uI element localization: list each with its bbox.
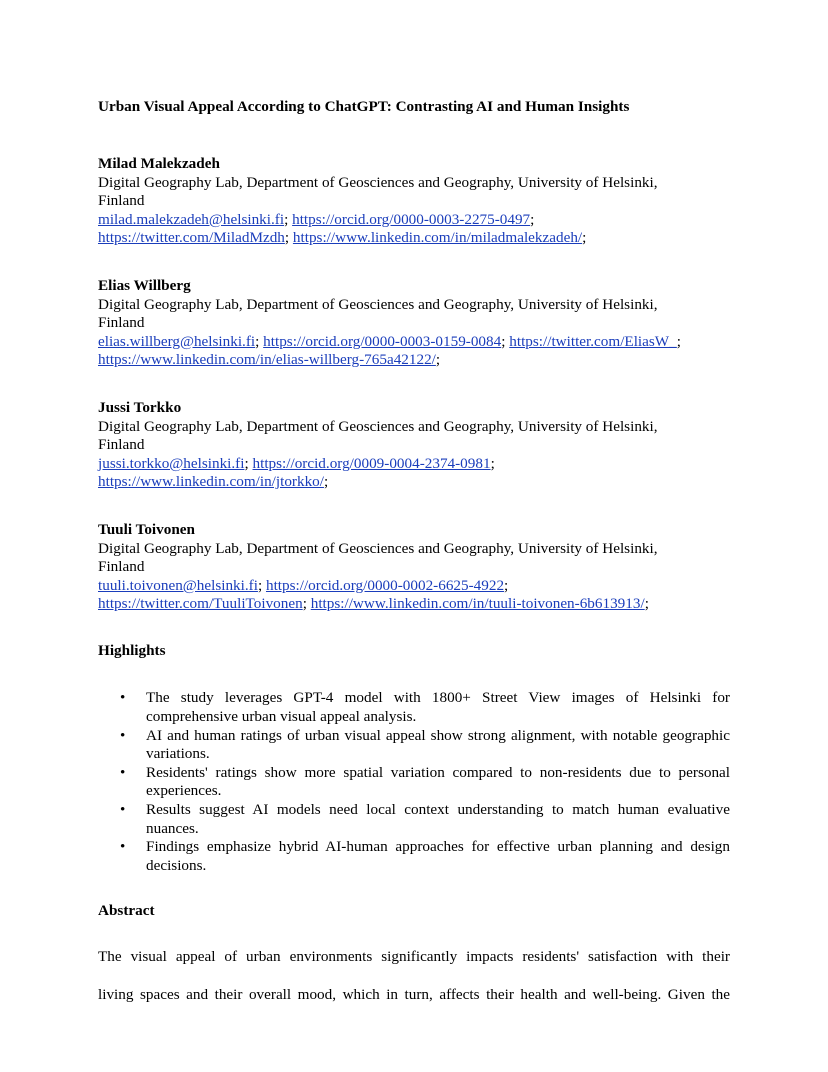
highlights-list xyxy=(98,689,730,875)
author-block xyxy=(98,277,730,370)
bullet-icon: • xyxy=(120,689,126,707)
author-name: Elias Willberg xyxy=(98,276,191,294)
author-name: Tuuli Toivonen xyxy=(98,520,195,538)
author-name: Milad Malekzadeh xyxy=(98,155,220,172)
author-links-line: https://www.linkedin.com/in/elias-willberg-765a42122/; xyxy=(98,351,441,369)
paper-page xyxy=(98,98,730,1013)
author-block xyxy=(98,399,730,492)
author-affiliation: Digital Geography Lab, Department of Geosciences and Geography, University of Helsinki, xyxy=(98,173,658,191)
email-link[interactable]: tuuli.toivonen@helsinki.fi xyxy=(98,576,258,594)
linkedin-link[interactable]: https://www.linkedin.com/in/tuuli-toivonen-6b613913/ xyxy=(310,595,645,613)
linkedin-link[interactable]: https://www.linkedin.com/in/jtorkko/ xyxy=(98,473,324,491)
author-country: Finland xyxy=(98,436,145,454)
email-link[interactable]: milad.malekzadeh@helsinki.fi xyxy=(98,210,285,228)
email-link[interactable]: jussi.torkko@helsinki.fi xyxy=(98,454,245,472)
author-links-line: https://twitter.com/TuuliToivonen; https://www.linkedin.com/in/tuuli-toivonen-6b613913/; xyxy=(98,595,649,613)
author-affiliation: Digital Geography Lab, Department of Geosciences and Geography, University of Helsinki, xyxy=(98,417,658,435)
list-item: • Residents' ratings show more spatial variation compared to non-residents due to personal experiences. xyxy=(120,763,730,800)
list-item: • The study leverages GPT-4 model with 1800+ Street View images of Helsinki for comprehensive urban visual appeal analysis. xyxy=(120,689,730,726)
orcid-link[interactable]: https://orcid.org/0000-0002-6625-4922 xyxy=(265,576,505,594)
author-country: Finland xyxy=(98,558,145,576)
list-item: • Results suggest AI models need local context understanding to match human evaluative nuances. xyxy=(120,801,730,837)
orcid-link[interactable]: https://orcid.org/0000-0003-0159-0084 xyxy=(263,332,502,350)
orcid-link[interactable]: https://orcid.org/0009-0004-2374-0981 xyxy=(252,454,491,472)
author-links-line: milad.malekzadeh@helsinki.fi; https://orcid.org/0000-0003-2275-0497; xyxy=(98,210,535,228)
twitter-link[interactable]: https://twitter.com/EliasW_ xyxy=(509,332,677,350)
author-affiliation: Digital Geography Lab, Department of Geosciences and Geography, University of Helsinki, xyxy=(98,539,658,557)
abstract-body xyxy=(98,938,730,1013)
email-link[interactable]: elias.willberg@helsinki.fi xyxy=(98,332,256,350)
author-links-line: tuuli.toivonen@helsinki.fi; https://orcid.org/0000-0002-6625-4922; xyxy=(98,576,509,594)
author-block xyxy=(98,155,730,248)
author-country: Finland xyxy=(98,314,145,332)
bullet-icon: • xyxy=(120,763,126,781)
abstract-line: The visual appeal of urban environments significantly impacts residents' satisfaction with their xyxy=(98,948,730,965)
author-name: Jussi Torkko xyxy=(98,398,182,416)
author-links-line: https://twitter.com/MiladMzdh; https://www.linkedin.com/in/miladmalekzadeh/; xyxy=(98,229,587,247)
abstract-heading: Abstract xyxy=(98,902,155,920)
author-block xyxy=(98,521,730,614)
bullet-icon: • xyxy=(120,838,126,856)
orcid-link[interactable]: https://orcid.org/0000-0003-2275-0497 xyxy=(292,210,531,228)
abstract-line: living spaces and their overall mood, which in turn, affects their health and well-being. Given the xyxy=(98,985,730,1003)
bullet-icon: • xyxy=(120,726,126,744)
author-links-line: elias.willberg@helsinki.fi; https://orcid.org/0000-0003-0159-0084; https://twitter.com/EliasW_; xyxy=(98,332,681,350)
author-links-line: https://www.linkedin.com/in/jtorkko/; xyxy=(98,473,329,491)
highlights-heading: Highlights xyxy=(98,641,166,659)
bullet-icon: • xyxy=(120,801,126,819)
twitter-link[interactable]: https://twitter.com/TuuliToivonen xyxy=(98,595,303,613)
author-links-line: jussi.torkko@helsinki.fi; https://orcid.org/0009-0004-2374-0981; xyxy=(98,454,495,472)
paper-title: Urban Visual Appeal According to ChatGPT: Contrasting AI and Human Insights xyxy=(98,98,630,115)
author-country: Finland xyxy=(98,192,145,210)
linkedin-link[interactable]: https://www.linkedin.com/in/miladmalekzadeh/ xyxy=(292,229,583,247)
linkedin-link[interactable]: https://www.linkedin.com/in/elias-willberg-765a42122/ xyxy=(98,351,436,369)
list-item: • Findings emphasize hybrid AI-human approaches for effective urban planning and design decisions. xyxy=(120,838,730,874)
twitter-link[interactable]: https://twitter.com/MiladMzdh xyxy=(98,229,285,247)
list-item: • AI and human ratings of urban visual appeal show strong alignment, with notable geographic variations. xyxy=(120,726,730,763)
author-affiliation: Digital Geography Lab, Department of Geosciences and Geography, University of Helsinki, xyxy=(98,295,658,313)
